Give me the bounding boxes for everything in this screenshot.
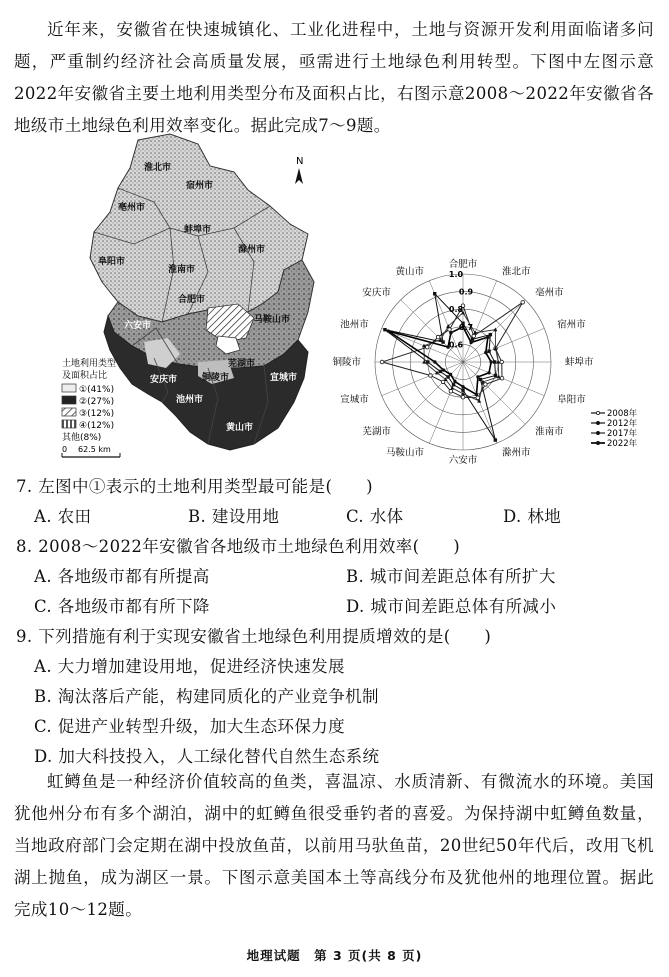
map-label-bengbu: 蚌埠市 <box>184 225 212 235</box>
legend-other: 其他(8%) <box>62 433 102 443</box>
map-label-chizhou: 池州市 <box>176 395 204 405</box>
radar-point <box>489 333 492 336</box>
radar-axis <box>429 362 463 443</box>
radar-city-label: 六安市 <box>448 455 478 466</box>
legend-item-3: ③(12%) <box>79 409 115 419</box>
radar-point <box>479 378 482 381</box>
legend-title-line1: 土地利用类型 <box>62 359 117 369</box>
map-label-wuhu: 芜湖市 <box>228 359 256 369</box>
radar-legend-marker <box>596 431 599 434</box>
radar-point <box>453 380 456 383</box>
radar-point <box>449 389 453 393</box>
map-label-suzhou: 宿州市 <box>186 181 214 191</box>
radar-point <box>383 328 386 331</box>
radar-point <box>469 341 472 344</box>
radar-axis <box>463 362 497 443</box>
radar-point <box>449 373 452 376</box>
q9-option-c[interactable]: C. 促进产业转型升级，加大生态环保力度 <box>34 717 346 736</box>
radar-city-label: 铜陵市 <box>332 357 361 368</box>
map-label-huangshan: 黄山市 <box>226 423 254 433</box>
radar-tick-label: 0.7 <box>458 322 474 332</box>
radar-point <box>380 360 384 364</box>
radar-tick-label: 0.8 <box>448 305 464 315</box>
radar-city-label: 合肥市 <box>448 259 478 270</box>
radar-point <box>442 368 445 371</box>
map-label-chuzhou: 滁州市 <box>238 245 266 255</box>
radar-city-label: 宿州市 <box>557 319 586 331</box>
radar-axis <box>463 362 525 424</box>
map-legend <box>62 357 116 443</box>
radar-city-label: 淮南市 <box>535 426 564 438</box>
radar-point <box>494 374 497 377</box>
radar-city-label: 滁州市 <box>502 447 531 459</box>
q8-option-d[interactable]: D. 城市间差距总体有所减小 <box>346 597 557 616</box>
radar-point <box>436 335 440 339</box>
q9-option-d[interactable]: D. 加大科技投入，人工绿化替代自然生态系统 <box>34 747 380 766</box>
radar-point <box>497 375 501 379</box>
q9-stem: 9. 下列措施有利于实现安徽省土地绿色利用提质增效的是( ) <box>16 627 492 646</box>
radar-point <box>472 334 476 338</box>
radar-point <box>461 385 464 388</box>
legend-item-2: ②(27%) <box>79 397 115 407</box>
svg-text:N: N <box>296 156 304 167</box>
q9-option-a[interactable]: A. 大力增加建设用地，促进经济快速发展 <box>34 657 345 676</box>
svg-text:62.5 km: 62.5 km <box>78 445 111 454</box>
radar-point <box>493 360 496 363</box>
radar-point <box>387 329 390 332</box>
radar-point <box>429 374 433 378</box>
legend-item-1: ①(41%) <box>79 385 115 395</box>
radar-city-label: 阜阳市 <box>557 394 586 406</box>
map-label-luan: 六安市 <box>124 321 152 331</box>
radar-city-label: 马鞍山市 <box>385 447 424 459</box>
radar-point <box>433 292 436 295</box>
radar-point <box>476 375 479 378</box>
anhui-land-use-map <box>58 132 388 462</box>
q7-option-b[interactable]: B. 建设用地 <box>188 507 280 526</box>
map-label-maanshan: 马鞍山市 <box>254 315 291 325</box>
radar-legend-marker <box>596 441 599 444</box>
radar-point <box>449 331 452 334</box>
legend-title-line2: 及面积占比 <box>62 371 108 381</box>
radar-legend-label: 2008年 <box>607 409 638 419</box>
radar-point <box>494 438 497 441</box>
radar-legend-label: 2012年 <box>607 419 638 429</box>
map-label-xuancheng: 宣城市 <box>270 373 298 383</box>
radar-point <box>439 370 442 373</box>
radar-point <box>452 383 455 386</box>
radar-tick-label: 0.9 <box>458 287 474 297</box>
radar-legend-marker <box>596 411 599 414</box>
q8-stem: 8. 2008～2022年安徽省各地级市土地绿色利用效率( ) <box>16 537 461 556</box>
radar-point <box>521 300 525 304</box>
map-label-tongling: 铜陵市 <box>202 373 230 383</box>
map-label-bozhou: 亳州市 <box>118 203 146 213</box>
radar-city-label: 芜湖市 <box>362 426 391 438</box>
radar-city-label: 蚌埠市 <box>565 357 594 368</box>
map-label-huaibei: 淮北市 <box>144 163 172 173</box>
radar-city-label: 池州市 <box>340 319 369 331</box>
intro-paragraph-q10-12: 虹鳟鱼是一种经济价值较高的鱼类，喜温凉、水质清新、有微流水的环境。美国犹他州分布有多个湖泊，湖中的虹鳟鱼很受垂钓者的喜爱。为保持湖中虹鳟鱼数量，当地政府部门会定期在湖中投放鱼苗，以前用马驮鱼苗，20世纪50年代后，改用飞机湖上抛鱼，成为湖区一景。下图示意美国本土等高线分布及犹他州的地理位置。据此完成10～12题。 <box>14 772 654 919</box>
radar-city-label: 淮北市 <box>502 266 531 278</box>
land-efficiency-radar-chart <box>332 259 653 466</box>
radar-point <box>446 375 449 378</box>
map-label-fuyang: 阜阳市 <box>98 257 126 267</box>
radar-point <box>425 345 429 349</box>
radar-point <box>487 371 490 374</box>
radar-point <box>487 350 490 353</box>
radar-point <box>500 360 504 364</box>
q8-option-a[interactable]: A. 各地级市都有所提高 <box>34 567 210 586</box>
q7-option-d[interactable]: D. 林地 <box>503 507 562 526</box>
radar-legend-marker <box>596 421 599 424</box>
radar-point <box>471 338 474 341</box>
radar-point <box>484 351 487 354</box>
radar-legend-label: 2022年 <box>607 439 638 449</box>
radar-point <box>489 360 492 363</box>
radar-point <box>500 376 504 380</box>
map-label-huainan: 淮南市 <box>168 265 196 275</box>
radar-point <box>475 393 478 396</box>
north-arrow-icon <box>295 156 303 184</box>
map-label-anqing: 安庆市 <box>150 375 178 385</box>
radar-point <box>426 360 429 363</box>
radar-point <box>448 328 452 332</box>
svg-text:0: 0 <box>62 445 68 454</box>
q8-option-c[interactable]: C. 各地级市都有所下降 <box>34 597 210 616</box>
q9-option-b[interactable]: B. 淘汰落后产能，构建同质化的产业竞争机制 <box>34 687 379 706</box>
radar-city-label: 宣城市 <box>340 394 369 406</box>
radar-tick-label: 1.0 <box>448 270 464 279</box>
radar-point <box>486 335 489 338</box>
radar-legend-label: 2017年 <box>607 429 638 439</box>
page-footer: 地理试题 第 3 页(共 8 页) <box>246 948 423 963</box>
radar-tick-label: 0.6 <box>448 340 464 350</box>
radar-city-label: 安庆市 <box>362 287 391 299</box>
legend-item-4: ④(12%) <box>79 421 115 431</box>
q7-option-c[interactable]: C. 水体 <box>346 507 404 526</box>
q7-stem: 7. 左图中①表示的土地利用类型最可能是( ) <box>16 477 373 496</box>
radar-point <box>433 360 436 363</box>
intro-paragraph-q7-9: 近年来，安徽省在快速城镇化、工业化进程中，土地与资源开发利用面临诸多问题，严重制约经济社会高质量发展，亟需进行土地绿色利用转型。下图中左图示意2022年安徽省主要土地利用类型分布及面积占比，右图示意2008～2022年安徽省各地级市土地绿色利用效率变化。据此完成7～9题。 <box>14 20 654 135</box>
radar-city-label: 亳州市 <box>535 287 564 299</box>
map-scale-bar <box>62 445 120 457</box>
q7-option-a[interactable]: A. 农田 <box>34 507 92 526</box>
radar-point <box>461 388 464 391</box>
q8-option-b[interactable]: B. 城市间差距总体有所扩大 <box>346 567 556 586</box>
radar-point <box>461 395 465 399</box>
map-label-hefei: 合肥市 <box>178 295 206 305</box>
radar-city-label: 黄山市 <box>395 266 424 278</box>
